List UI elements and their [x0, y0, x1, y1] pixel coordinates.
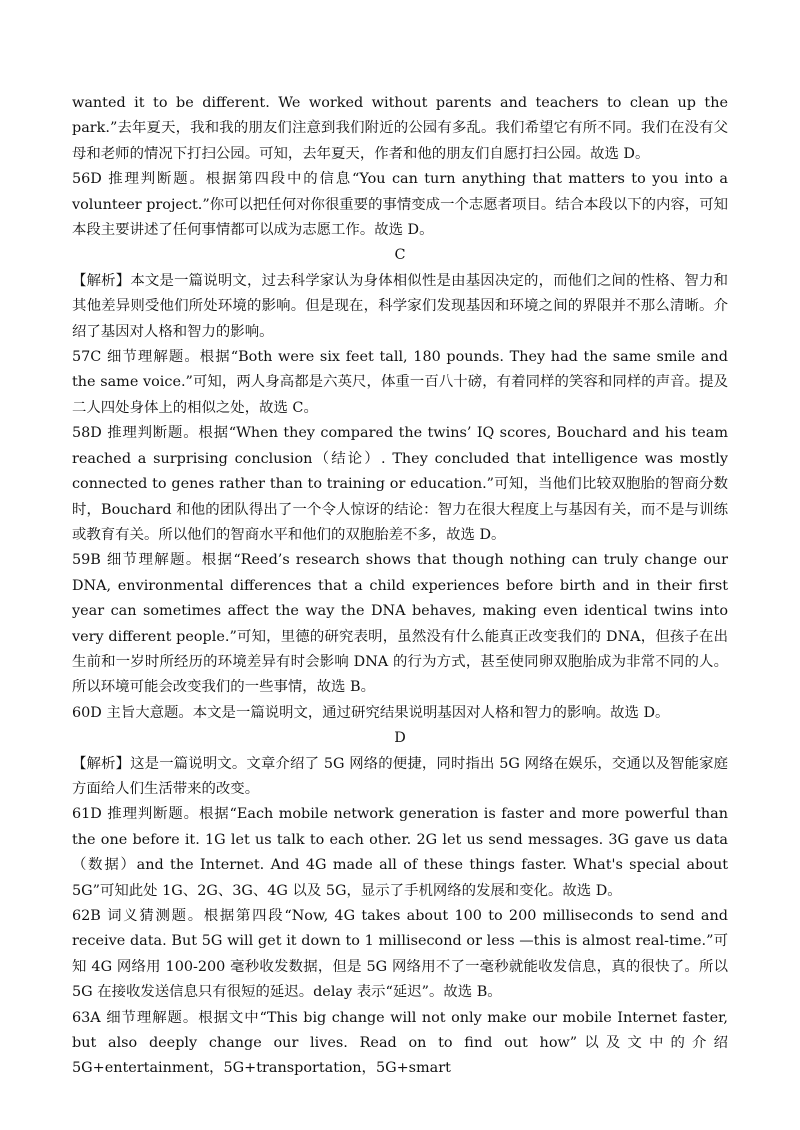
answer-63: 63A 细节理解题。根据文中“This big change will not only make our mobile Internet faster, but also deeply change our lives. Read on to find out how”以及文中的介绍 5G+entertainment，5G+transportation，5G+smart	[72, 1009, 728, 1077]
paragraph-55-continued: wanted it to be different. We worked without parents and teachers to clean up the park.”去年夏天，我和我的朋友们注意到我们附近的公园有多乱。我们希望它有所不同。我们在没有父母和老师的情况下打扫公园。可知，去年夏天，作者和他的朋友们自愿打扫公园。故选 D。	[72, 95, 728, 162]
answer-61: 61D 推理判断题。根据“Each mobile network generation is faster and more powerful than the one before it. 1G let us talk to each other. 2G let us send messages. 3G gave us data（数据）and the Internet. And 4G made all of these things faster. What's special about 5G”可知此处 1G、2G、3G、4G 以及 5G，显示了手机网络的发展和变化。故选 D。	[72, 806, 728, 899]
answer-62: 62B 词义猜测题。根据第四段“Now, 4G takes about 100 to 200 milliseconds to send and receive data. But 5G will get it down to 1 millisecond or less —this is almost real-time.”可知 4G 网络用 100-200 毫秒收发数据，但是 5G 网络用不了一毫秒就能收发信息，真的很快了。所以 5G 在接收发送信息只有很短的延迟。delay 表示“延迟”。故选 B。	[72, 908, 728, 1001]
section-c-analysis: 【解析】本文是一篇说明文，过去科学家认为身体相似性是由基因决定的，而他们之间的性格、智力和其他差异则受他们所处环境的影响。但是现在，科学家们发现基因和环境之间的界限并不那么清晰。介绍了基因对人格和智力的影响。	[72, 272, 728, 340]
section-d-heading: D	[394, 730, 406, 747]
section-c-heading: C	[394, 247, 406, 264]
answer-60: 60D 主旨大意题。本文是一篇说明文，通过研究结果说明基因对人格和智力的影响。故选 D。	[72, 704, 670, 721]
section-d-analysis: 【解析】这是一篇说明文。文章介绍了 5G 网络的便捷，同时指出 5G 网络在娱乐，交通以及智能家庭方面给人们生活带来的改变。	[72, 755, 728, 797]
answer-57: 57C 细节理解题。根据“Both were six feet tall, 180 pounds. They had the same smile and the same voice.”可知，两人身高都是六英尺，体重一百八十磅，有着同样的笑容和同样的声音。提及二人四处身体上的相似之处，故选 C。	[72, 349, 728, 416]
document-page	[72, 91, 728, 1082]
answer-56: 56D 推理判断题。根据第四段中的信息“You can turn anything that matters to you into a volunteer project.”你可以把任何对你很重要的事情变成一个志愿者项目。结合本段以下的内容，可知本段主要讲述了任何事情都可以成为志愿工作。故选 D。	[72, 171, 728, 239]
answer-58: 58D 推理判断题。根据“When they compared the twins’ IQ scores, Bouchard and his team reached a surprising conclusion（结论）. They concluded that intelligence was mostly connected to genes rather than to training or education.”可知，当他们比较双胞胎的智商分数时，Bouchard 和他的团队得出了一个令人惊讶的结论：智力在很大程度上与基因有关，而不是与训练或教育有关。所以他们的智商水平和他们的双胞胎差不多，故选 D。	[72, 425, 728, 543]
answer-59: 59B 细节理解题。根据“Reed’s research shows that though nothing can truly change our DNA, environmental differences that a child experiences before birth and in their first year can sometimes affect the way the DNA behaves, making even identical twins into very different people.”可知，里德的研究表明，虽然没有什么能真正改变我们的 DNA，但孩子在出生前和一岁时所经历的环境差异有时会影响 DNA 的行为方式，甚至使同卵双胞胎成为非常不同的人。所以环境可能会改变我们的一些事情，故选 B。	[72, 552, 728, 696]
